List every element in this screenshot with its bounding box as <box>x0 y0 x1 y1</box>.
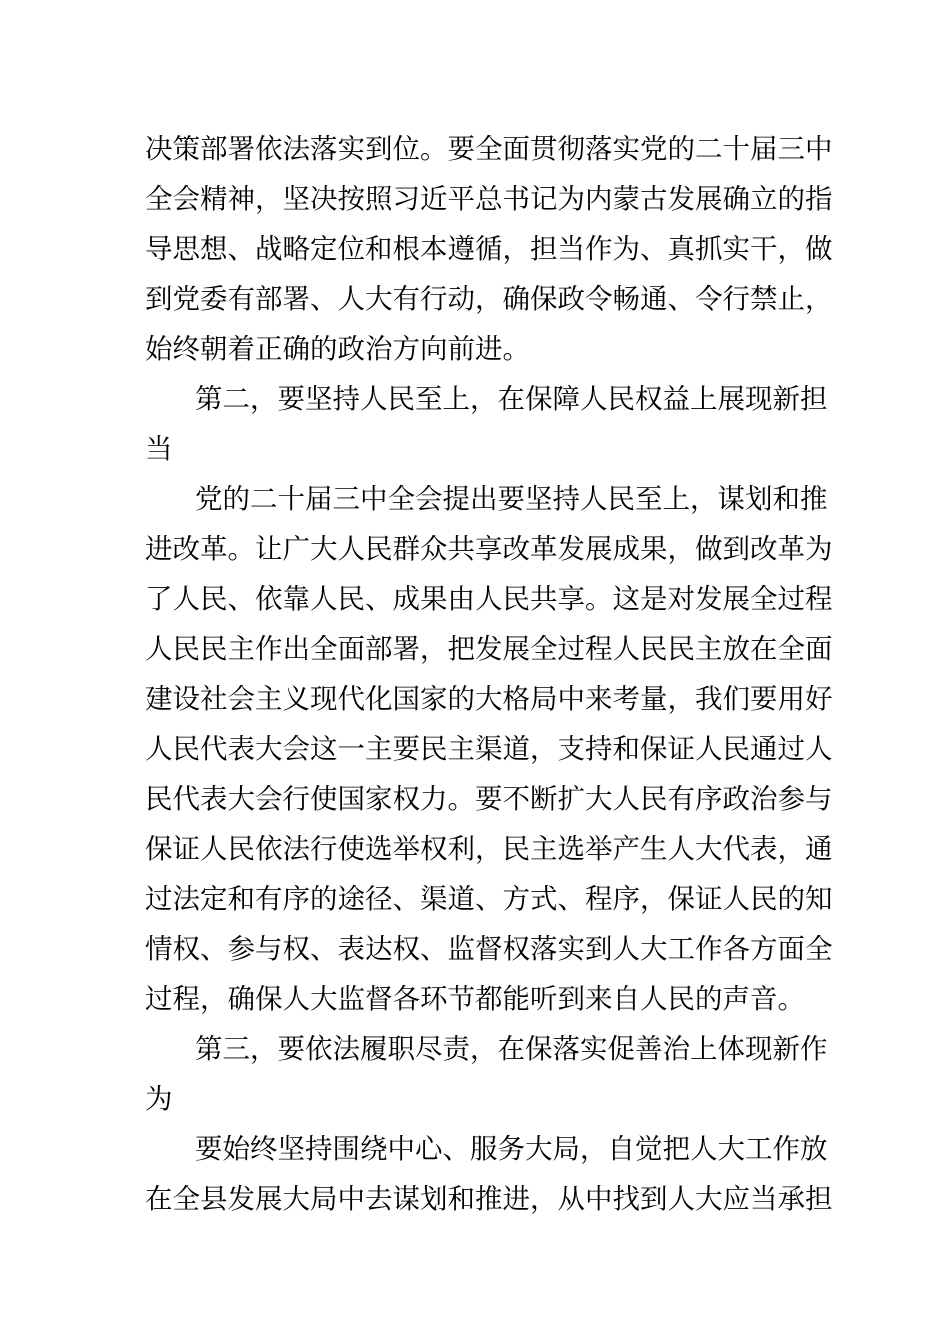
text-line: 始终朝着正确的政治方向前进。 <box>145 333 530 365</box>
text-line: 人民民主作出全面部署，把发展全过程人民民主放在全面 <box>145 633 833 665</box>
text-line: 到党委有部署、人大有行动，确保政令畅通、令行禁止， <box>145 283 833 315</box>
text-line: 人民代表大会这一主要民主渠道，支持和保证人民通过人 <box>145 733 833 765</box>
section-heading-3-cont: 为 <box>145 1083 173 1115</box>
text-line: 进改革。让广大人民群众共享改革发展成果，做到改革为 <box>145 533 833 565</box>
text-line: 了人民、依靠人民、成果由人民共享。这是对发展全过程 <box>145 583 833 615</box>
text-line: 决策部署依法落实到位。要全面贯彻落实党的二十届三中 <box>145 133 833 165</box>
text-line: 党的二十届三中全会提出要坚持人民至上，谋划和推 <box>195 483 828 515</box>
text-line: 要始终坚持围绕中心、服务大局，自觉把人大工作放 <box>195 1133 828 1165</box>
document-body <box>145 124 833 1224</box>
text-line: 全会精神，坚决按照习近平总书记为内蒙古发展确立的指 <box>145 183 833 215</box>
text-line: 建设社会主义现代化国家的大格局中来考量，我们要用好 <box>145 683 833 715</box>
text-line: 在全县发展大局中去谋划和推进，从中找到人大应当承担 <box>145 1183 833 1215</box>
text-line: 过法定和有序的途径、渠道、方式、程序，保证人民的知 <box>145 883 833 915</box>
section-heading-2-cont: 当 <box>145 433 173 465</box>
text-line: 民代表大会行使国家权力。要不断扩大人民有序政治参与 <box>145 783 833 815</box>
section-heading-2: 第二，要坚持人民至上，在保障人民权益上展现新担 <box>195 383 828 415</box>
text-line: 导思想、战略定位和根本遵循，担当作为、真抓实干，做 <box>145 233 833 265</box>
text-line: 保证人民依法行使选举权利，民主选举产生人大代表，通 <box>145 833 833 865</box>
text-line: 过程，确保人大监督各环节都能听到来自人民的声音。 <box>145 983 805 1015</box>
section-heading-3: 第三，要依法履职尽责，在保落实促善治上体现新作 <box>195 1033 828 1065</box>
text-line: 情权、参与权、表达权、监督权落实到人大工作各方面全 <box>145 933 833 965</box>
